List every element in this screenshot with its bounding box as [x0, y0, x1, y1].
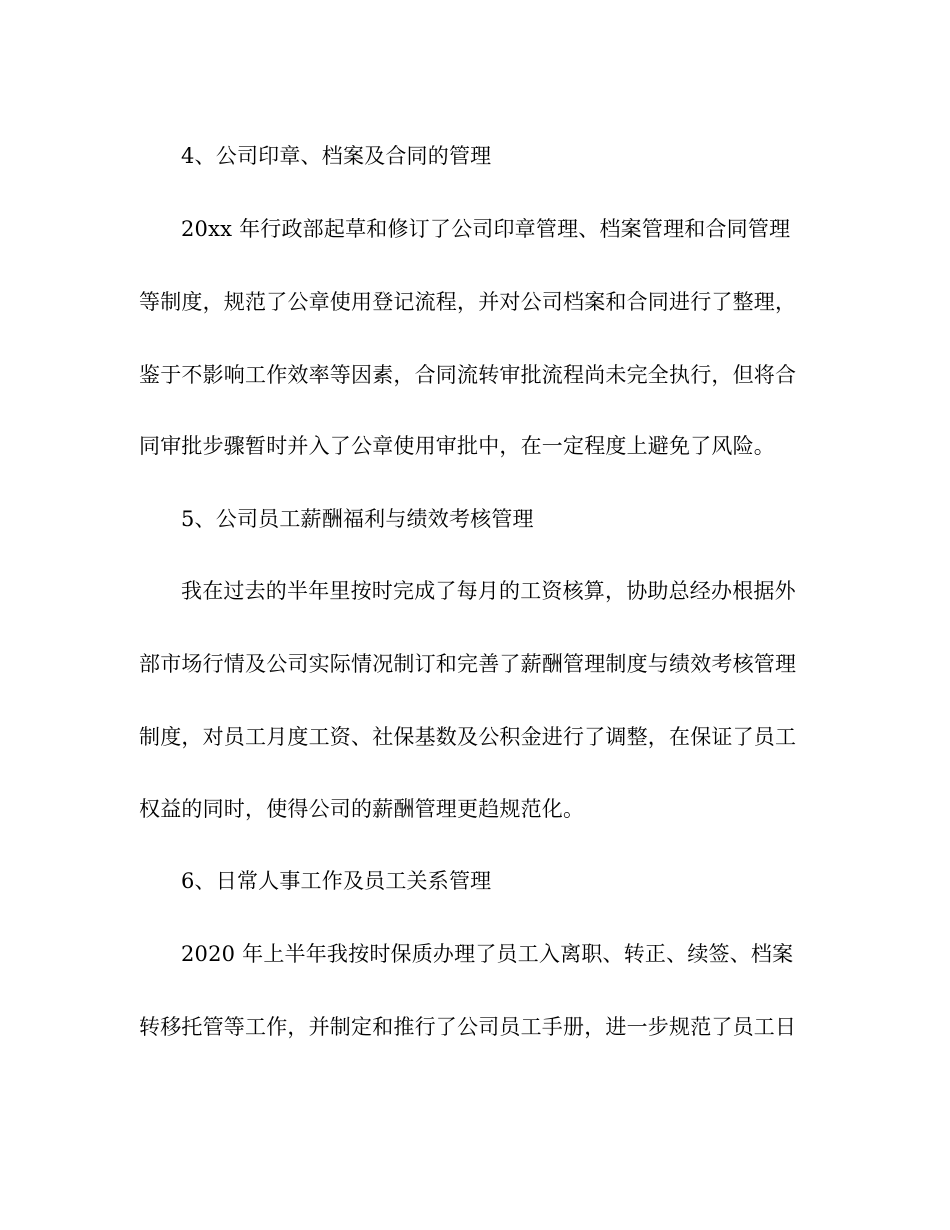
paragraph-line: 制度，对员工月度工资、社保基数及公积金进行了调整，在保证了员工 [139, 725, 797, 749]
paragraph-line: 20xx 年行政部起草和修订了公司印章管理、档案管理和合同管理 [181, 217, 791, 241]
paragraph-line: 等制度，规范了公章使用登记流程，并对公司档案和合同进行了整理， [139, 290, 797, 314]
paragraph-line: 鉴于不影响工作效率等因素，合同流转审批流程尚未完全执行，但将合 [139, 363, 797, 387]
paragraph-line: 同审批步骤暂时并入了公章使用审批中，在一定程度上避免了风险。 [139, 434, 775, 458]
paragraph-line: 部市场行情及公司实际情况制订和完善了薪酬管理制度与绩效考核管理 [139, 652, 797, 676]
paragraph-line: 我在过去的半年里按时完成了每月的工资核算，协助总经办根据外 [181, 579, 796, 603]
paragraph-line: 转移托管等工作，并制定和推行了公司员工手册，进一步规范了员工日 [139, 1015, 797, 1039]
paragraph-line: 2020 年上半年我按时保质办理了员工入离职、转正、续签、档案 [181, 942, 794, 966]
section-heading-salary-performance: 5、公司员工薪酬福利与绩效考核管理 [181, 507, 534, 531]
section-heading-hr-relations: 6、日常人事工作及员工关系管理 [181, 869, 492, 893]
section-heading-seal-archive-contract: 4、公司印章、档案及合同的管理 [181, 144, 492, 168]
paragraph-line: 权益的同时，使得公司的薪酬管理更趋规范化。 [139, 797, 585, 821]
